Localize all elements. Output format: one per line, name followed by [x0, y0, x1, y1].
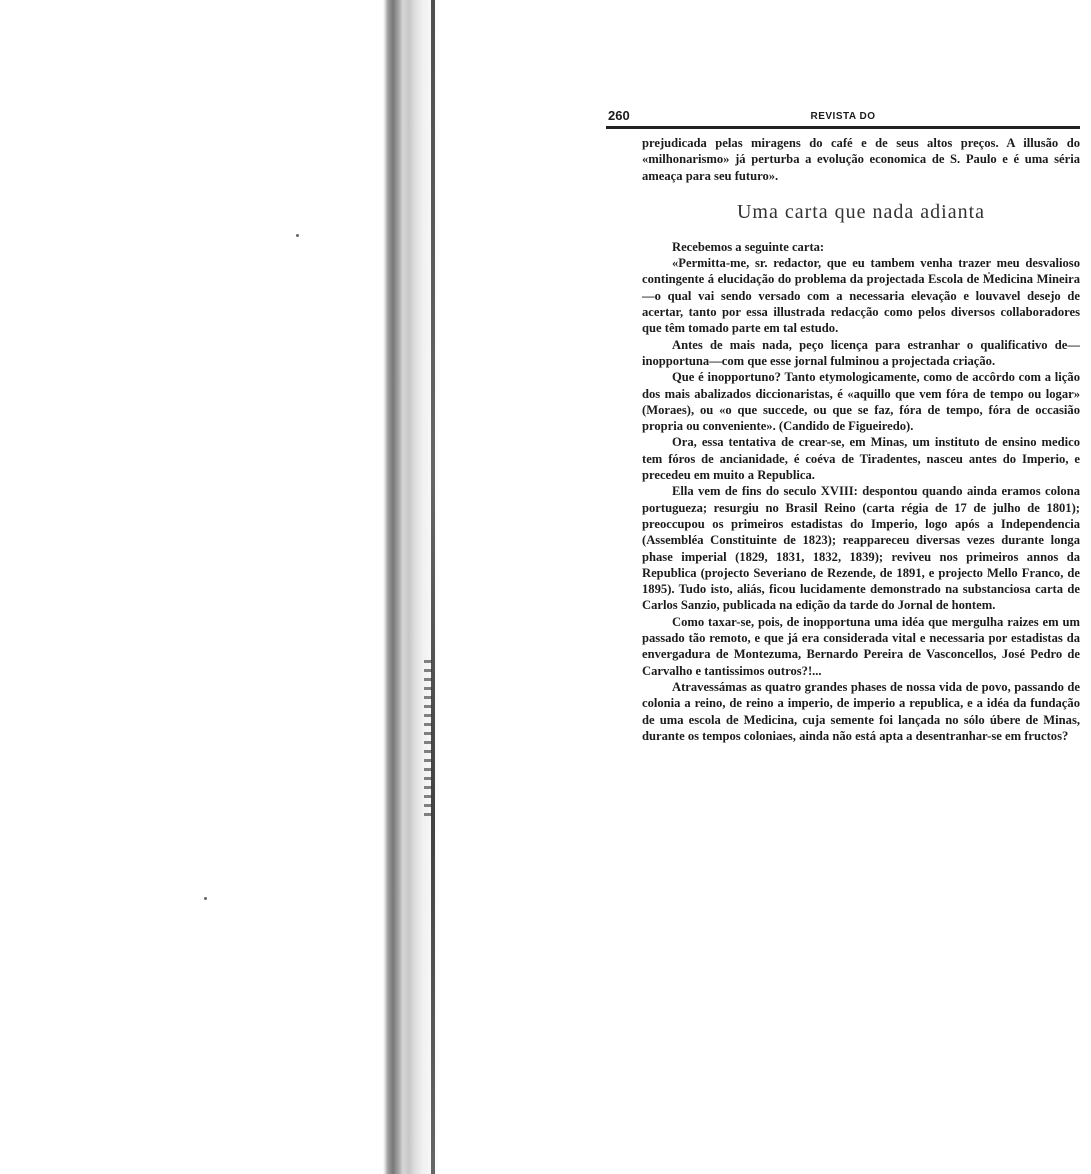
running-title: REVISTA DO [810, 111, 876, 122]
intro-paragraph: prejudicada pelas miragens do café e de seus altos preços. A illusão do «milhonarismo» já perturba a evolução economica de S. Paulo e é uma séria ameaça para seu futuro». [642, 136, 1080, 183]
gutter-line [431, 0, 435, 1174]
book-page [606, 106, 1080, 744]
section-title: Uma carta que nada adianta [736, 200, 986, 223]
letter-paragraph: Que é inopportuno? Tanto etymologicamente, como de accôrdo com a lição dos mais abalizados diccionaristas, é «aquillo que vem fóra de tempo ou logar» (Moraes), ou «o que succede, ou que se faz, fóra de tempo, fóra de occasião propria ou conveniente». (Candido de Figueiredo). [642, 370, 1080, 434]
letter-paragraph: Ella vem de fins do seculo XVIII: despontou quando ainda eramos colona portugueza; resurgiu no Brasil Reino (carta régia de 17 de julho de 1801); preoccupou os primeiros estadistas do Imperio, logo após a Independencia (Assembléa Constituinte de 1823); reappareceu diversas vezes durante longa phase imperial (1829, 1831, 1832, 1839); reviveu nos primeiros annos da Republica (projecto Severiano de Rezende, de 1891, e projecto Mello Franco, de 1895). Tudo isto, aliás, ficou lucidamente demonstrado na substanciosa carta de Carlos Sanzio, publicada na edição da tarde do Jornal de hontem. [642, 484, 1080, 613]
spine-smudge [424, 660, 432, 820]
paper-speck [296, 234, 299, 237]
letter-paragraph: Ora, essa tentativa de crear-se, em Minas, um instituto de ensino medico tem fóros de ancianidade, é coéva de Tiradentes, nasceu antes do Imperio, e precedeu em muito a Republica. [642, 435, 1080, 483]
paper-speck [204, 897, 207, 900]
letter-paragraph: «Permitta-me, sr. redactor, que eu tambem venha trazer meu desvalioso contingente á elucidação do problema da projectada Escola de Medicina Mineira—o qual vai sendo versado com a necessaria elevação e louvavel desejo de acertar, tanto por essa illustrada redacção como pelos diversos collaboradores que têm tomado parte em tal estudo. [642, 256, 1080, 336]
page-number: 260 [608, 108, 630, 123]
letter-paragraph: Atravessámas as quatro grandes phases de nossa vida de povo, passando de colonia a reino, de reino a imperio, de imperio a republica, e a idéa da fundação de uma escola de Medicina, cuja semente foi lançada no sólo úbere de Minas, durante os tempos coloniaes, ainda não está apta a desentranhar-se em fructos? [642, 679, 1080, 743]
letter-paragraph: Como taxar-se, pois, de inopportuna uma idéa que mergulha raizes em um passado tão remoto, e que já era considerada vital e necessaria por estadistas da envergadura de Montezuma, Bernardo Pereira de Vasconcellos, José Pedro de Carvalho e tantissimos outros?!... [642, 614, 1080, 678]
running-header [606, 106, 1080, 129]
letter-paragraph: Antes de mais nada, peço licença para estranhar o qualificativo de—inopportuna—com que esse jornal fulminou a projectada criação. [642, 337, 1080, 368]
lead-line: Recebemos a seguinte carta: [672, 239, 825, 254]
